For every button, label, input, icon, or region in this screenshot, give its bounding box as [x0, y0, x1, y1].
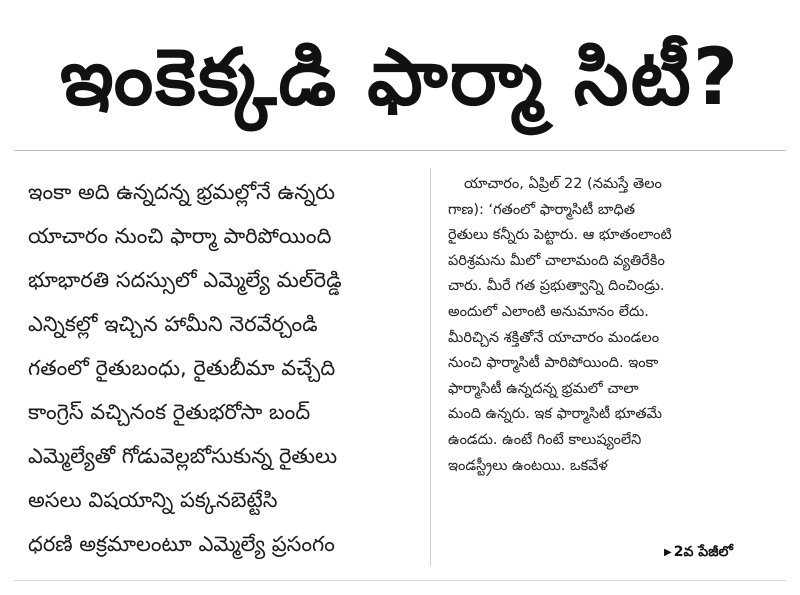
highlight-item: ఎన్నికల్లో ఇచ్చిన హామీని నెరవేర్చండి [28, 312, 318, 336]
continued-on-page[interactable] [664, 541, 733, 563]
highlight-item: గతంలో రైతుబంధు, రైతుబీమా వచ్చేది [28, 356, 336, 380]
article-line: ఫార్మాసిటీ ఉన్నదన్న భ్రమలో చాలా [448, 380, 639, 397]
highlight-item: ఇంకా అది ఉన్నదన్న భ్రమల్లోనే ఉన్నరు [28, 180, 335, 204]
headline: ఇంకెక్కడి ఫార్మా సిటీ? [60, 33, 740, 123]
article-line: మంది ఉన్నరు. ఇక ఫార్మాసిటీ భూతమే [448, 406, 662, 423]
article-body [448, 172, 784, 479]
article-line: ఉండదు. ఉంటే గింటే కాలుష్యంలేని [448, 431, 642, 448]
article-line: నుంచి ఫార్మాసిటీ పారిపోయింది. ఇంకా [448, 355, 659, 372]
highlight-item: ధరణి అక్రమాలంటూ ఎమ్మెల్యే ప్రసంగం [28, 532, 335, 556]
article-line: పరిశ్రమను మీలో చాలామంది వ్యతిరేకిం [448, 252, 665, 269]
column-divider [430, 168, 431, 566]
bottom-divider [14, 580, 786, 581]
continued-label: 2వ పేజీలో [673, 544, 733, 560]
article-line: రైతులు కన్నీరు పెట్టారు. ఆ భూతంలాంటి [448, 227, 672, 244]
highlight-item: యాచారం నుంచి ఫార్మా పారిపోయింది [28, 224, 332, 248]
article-line: ఇండస్ట్రీలు ఉంటయి. ఒకవేళ [448, 457, 608, 474]
article-dateline: యాచారం, ఏప్రిల్ 22 (నమస్తే తెలం [464, 176, 662, 192]
highlight-item: ఎమ్మెల్యేతో గోడువెల్లబోసుకున్న రైతులు [28, 444, 338, 468]
triangle-right-icon: ▶ [664, 547, 672, 558]
highlight-item: అసలు విషయాన్ని పక్కనబెట్టేసి [28, 488, 278, 512]
top-divider [14, 150, 786, 151]
article-line: అందులో ఎలాంటి అనుమానం లేదు. [448, 303, 649, 320]
highlight-item: కాంగ్రెస్ వచ్చినంక రైతుభరోసా బంద్ [28, 400, 311, 424]
article-line: మీరిచ్చిన శక్తితోనే యాచారం మండలం [448, 329, 660, 346]
highlights-list [28, 170, 420, 566]
highlight-item: భూభారతి సదస్సులో ఎమ్మెల్యే మల్‌రెడ్డి [28, 268, 342, 292]
article-line: గాణ): ‘గతంలో ఫార్మాసిటీ బాధిత [448, 201, 635, 218]
article-line: చారు. మీరే గత ప్రభుత్వాన్ని దించిండ్రు. [448, 278, 665, 295]
